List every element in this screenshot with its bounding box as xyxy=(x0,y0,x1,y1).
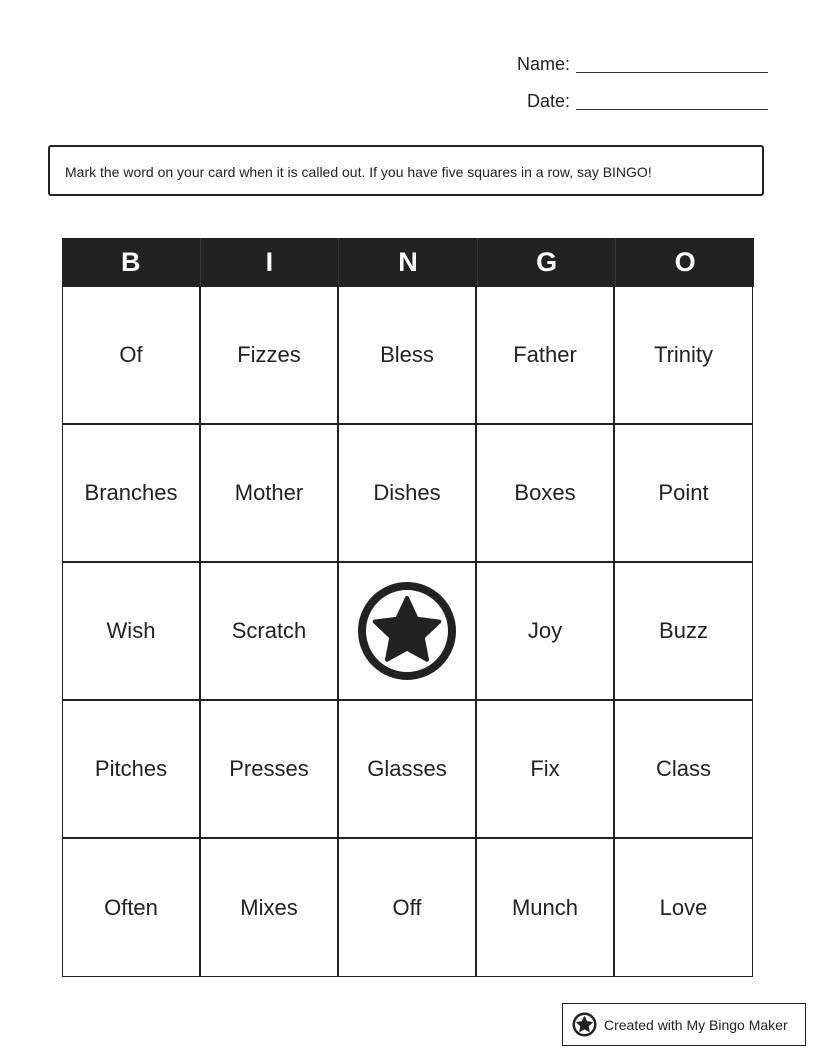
bingo-cell[interactable]: Bless xyxy=(339,287,477,425)
bingo-cell[interactable]: Father xyxy=(477,287,615,425)
bingo-cell[interactable]: Off xyxy=(339,839,477,977)
bingo-header-o: O xyxy=(674,246,696,277)
bingo-cell[interactable]: Scratch xyxy=(201,563,339,701)
star-icon xyxy=(357,581,457,681)
name-label: Name: xyxy=(516,54,570,74)
bingo-cell[interactable]: Branches xyxy=(63,425,201,563)
bingo-cell[interactable]: Love xyxy=(615,839,753,977)
bingo-cell[interactable]: Dishes xyxy=(339,425,477,563)
name-field-row xyxy=(517,54,768,73)
bingo-cell[interactable]: Of xyxy=(63,287,201,425)
name-field[interactable] xyxy=(576,54,768,73)
bingo-header-row xyxy=(62,238,754,286)
created-with-badge[interactable] xyxy=(562,1003,806,1046)
bingo-cell[interactable]: Mixes xyxy=(201,839,339,977)
credit-text: Created with My Bingo Maker xyxy=(604,1016,788,1033)
instructions-box: Mark the word on your card when it is called out. If you have five squares in a row, say BINGO! xyxy=(48,145,764,196)
star-icon xyxy=(572,1012,597,1037)
date-field-row xyxy=(527,91,768,110)
bingo-cell[interactable]: Point xyxy=(615,425,753,563)
bingo-header-n: N xyxy=(339,238,478,286)
bingo-header-b: B xyxy=(62,238,201,286)
bingo-cell[interactable]: Fix xyxy=(477,701,615,839)
bingo-cell[interactable]: Wish xyxy=(63,563,201,701)
bingo-cell[interactable]: Buzz xyxy=(615,563,753,701)
bingo-cell[interactable]: Fizzes xyxy=(201,287,339,425)
bingo-cell[interactable]: Mother xyxy=(201,425,339,563)
bingo-card xyxy=(62,238,754,977)
date-field[interactable] xyxy=(576,91,768,110)
bingo-cell[interactable]: Boxes xyxy=(477,425,615,563)
bingo-header-g: G xyxy=(478,238,617,286)
bingo-cell[interactable]: Pitches xyxy=(63,701,201,839)
bingo-cell[interactable]: Joy xyxy=(477,563,615,701)
bingo-cell[interactable]: Trinity xyxy=(615,287,753,425)
free-space-cell[interactable] xyxy=(339,563,477,701)
bingo-cell[interactable]: Presses xyxy=(201,701,339,839)
bingo-grid xyxy=(62,286,754,977)
bingo-cell[interactable]: Munch xyxy=(477,839,615,977)
bingo-cell[interactable]: Glasses xyxy=(339,701,477,839)
bingo-header-i: I xyxy=(201,238,340,286)
date-label: Date: xyxy=(526,91,570,111)
bingo-cell[interactable]: Often xyxy=(63,839,201,977)
bingo-cell[interactable]: Class xyxy=(615,701,753,839)
